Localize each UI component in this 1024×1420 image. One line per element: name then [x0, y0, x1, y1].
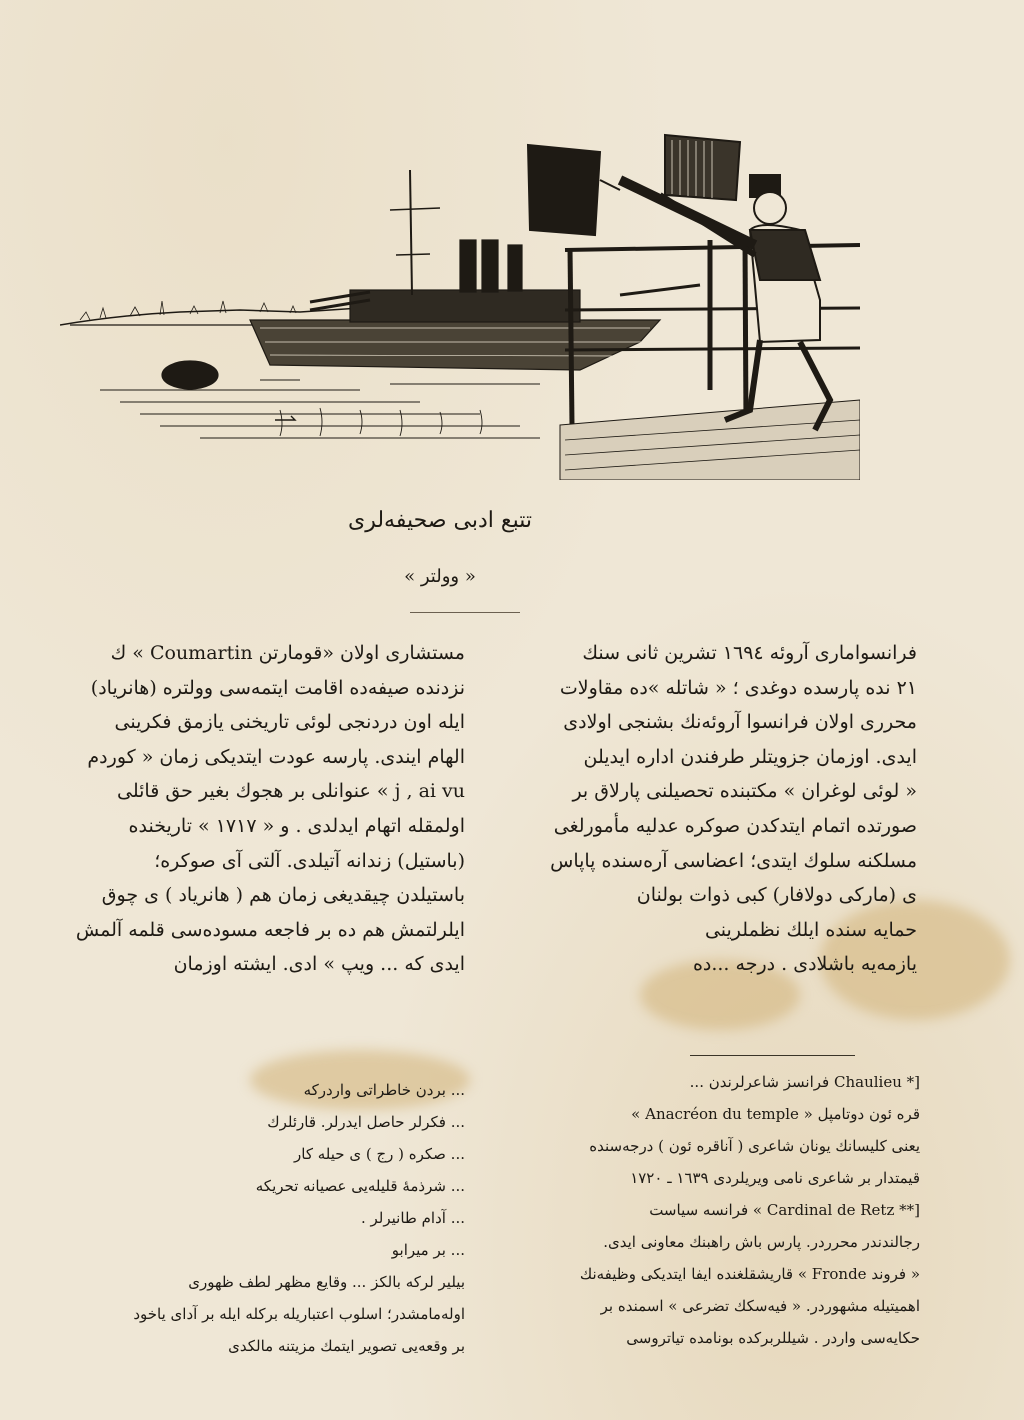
text-line: ايله اون دردنجى لوئى تاريخنى يازمق فكرينى [114, 711, 465, 734]
text-line: صورتده اتمام ايتدكدن صوكره عدليه مأمورلغى [553, 814, 917, 837]
text-line: ايدى. اوزمان جزويتلر طرفندن اداره ايديلن [583, 745, 917, 768]
text-line: مسلكنه سلوك ايتدى؛ اعضاسى آره‌سنده پاپاس [550, 849, 917, 872]
footnote-line: قيمتدار بر شاعرى نامى ويريلردى ١٦٣٩ ـ ١٧٢٠ [630, 1169, 920, 1187]
footnote-line: رجالندندر محرردر. پارس باش راهبنك معاونى ايدى. [603, 1233, 920, 1251]
footnote-line: [** Cardinal de Retz » فرانسه سياست [649, 1201, 920, 1219]
text-line: j , ai vu » عنوانلى بر هجوك بغير حق قائلى [117, 780, 465, 803]
text-line: ... فكرلر حاصل ايدرلر. قارئلرك [267, 1113, 465, 1131]
text-line: بيلير لركه بالكز ... وقايع مظهر لطف ظهورى [188, 1273, 465, 1291]
text-line: الهام ايندى. پارسه عودت ايتديكى زمان « كوردم [87, 745, 465, 768]
footnote-line: يعنى كليسانك يونان شاعرى ( آناقره ئون ) درجه‌سنده [589, 1137, 920, 1155]
text-line: محررى اولان فرانسوا آروئه‌نك بشنجى اولادى [563, 711, 917, 734]
text-line: ٢١ نده پارسده دوغدى ؛ « شاتله »ده مقاولات [559, 676, 917, 699]
footnote-line: قره ئون دوتامپل « Anacréon du temple » [631, 1105, 920, 1123]
text-line: يازمه‌يه باشلادى . درجه ...ده [692, 953, 917, 976]
text-line: ... بر ميرابو [391, 1241, 465, 1259]
footnote-line: « فروند Fronde » قاريشقلغنده ايفا ايتديكى وظيفه‌نك [579, 1265, 920, 1283]
text-line: ... آدام طانيرلر . [360, 1209, 465, 1227]
footnote-line: اهميتيله مشهوردر. « فيه‌سكك تضرعى » اسمنده بر [600, 1297, 920, 1315]
text-line: مستشارى اولان «قومارتن Coumartin » ك [110, 642, 465, 664]
text-column-right [507, 636, 917, 982]
warship-icon [60, 170, 700, 438]
text-line: ... صكره ( رج ) ى حيله كار [294, 1145, 465, 1163]
article-title: تتبع ادبی صحیفه‌لری [348, 508, 532, 533]
text-line: نزدنده صيفه‌ده اقامت ايتمه‌سى وولتره (هانرياد) [90, 676, 465, 699]
footnote-line: حكايه‌سى واردر . شيللربركده بونامده تياتروسى [626, 1329, 920, 1347]
divider [410, 612, 520, 613]
text-line: ... بردن خاطراتى واردركه [303, 1081, 465, 1099]
text-column-left [55, 636, 465, 982]
text-line: ايلرلتمش هم ده بر فاجعه مسوده‌سى قلمه آلمش [75, 918, 465, 941]
text-line: (باستيل) زندانه آتيلدى. آلتى آى صوكره؛ [154, 849, 465, 872]
text-line: اوله‌مامشدر؛ اسلوب اعتباريله بركله ايله بر آداى ياخود [133, 1305, 465, 1323]
article-subtitle: « وولتر » [404, 566, 476, 587]
text-line: فرانسوامارى آروئه ١٦٩٤ تشرين ثانى سنك [582, 642, 917, 664]
text-line: ... شرذمهٔ قليله‌يى عصيانه تحريكه [255, 1177, 465, 1195]
footnote-divider [690, 1055, 855, 1056]
footnotes [505, 1066, 920, 1354]
text-line: ايدى كه ... ويپ » ادى. ايشته اوزمان [173, 953, 465, 976]
text-line: بر وقعه‌يى تصوير ايتمك مزيتنه مالكدى [228, 1337, 465, 1355]
text-line: باستيلدن چيقديغى زمان هم ( هانرياد ) ى چوق [101, 884, 465, 907]
text-line: « لوئى لوغران » مكتبنده تحصيلنى پارلاق بر [572, 780, 917, 803]
text-line: ى (ماركى دولافار) كبى ذوات بولنان [636, 884, 917, 907]
text-line: حمايه سنده ايلك نظملرينى [704, 918, 917, 941]
footnote-line: [* Chaulieu فرانسز شاعرلرندن ... [689, 1073, 920, 1091]
illustration [60, 80, 860, 480]
text-column-left-lower [55, 1074, 465, 1362]
text-line: اولمقله اتهام ايدلدى . و « ١٧١٧ » تاريخنده [128, 814, 465, 837]
